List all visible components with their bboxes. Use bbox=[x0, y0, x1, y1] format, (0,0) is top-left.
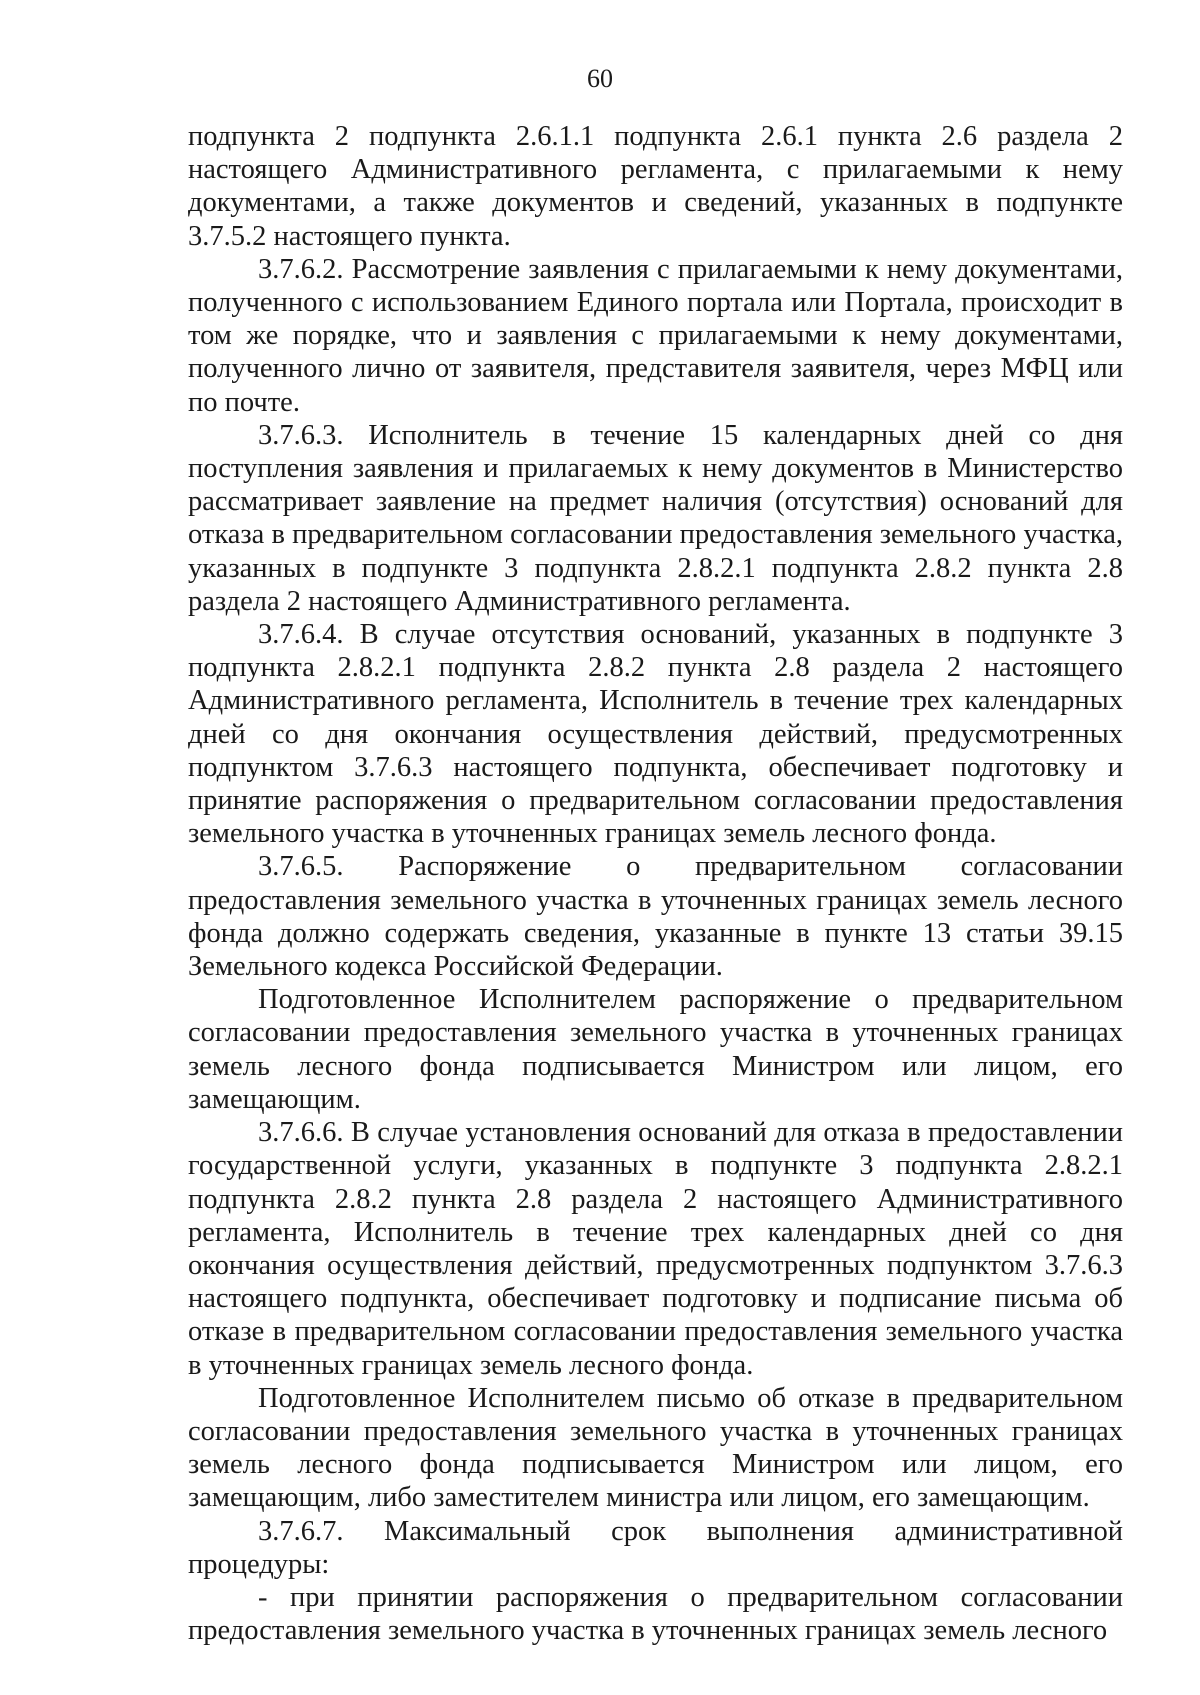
paragraph-order-signing: Подготовленное Исполнителем распоряжение о предварительном согласовании предоставления земельного участка в уточненных границах земель лесного фонда подписывается Министром или лицом, его замещающим. bbox=[188, 984, 1123, 1115]
paragraph-3-7-6-3: 3.7.6.3. Исполнитель в течение 15 календарных дней со дня поступления заявления и прилагаемых к нему документов в Министерство рассматривает заявление на предмет наличия (отсутствия) оснований для отказа в предварительном согласовании предоставления земельного участка, указанных в подпункте 3 подпункта 2.8.2.1 подпункта 2.8.2 пункта 2.8 раздела 2 настоящего Административного регламента. bbox=[188, 419, 1123, 617]
paragraph-3-7-6-4: 3.7.6.4. В случае отсутствия оснований, указанных в подпункте 3 подпункта 2.8.2.1 подпункта 2.8.2 пункта 2.8 раздела 2 настоящего Административного регламента, Исполнитель в течение трех календарных дней со дня окончания осуществления действий, предусмотренных подпунктом 3.7.6.3 настоящего подпункта, обеспечивает подготовку и принятие распоряжения о предварительном согласовании предоставления земельного участка в уточненных границах земель лесного фонда. bbox=[188, 619, 1123, 850]
page-number: 60 bbox=[587, 64, 613, 93]
paragraph-3-7-6-5: 3.7.6.5. Распоряжение о предварительном согласовании предоставления земельного участка в уточненных границах земель лесного фонда должно содержать сведения, указанные в пункте 13 статьи 39.15 Земельного кодекса Российской Федерации. bbox=[188, 851, 1123, 983]
document-body bbox=[188, 120, 1123, 1647]
paragraph-refusal-letter-signing: Подготовленное Исполнителем письмо об отказе в предварительном согласовании предоставления земельного участка в уточненных границах земель лесного фонда подписывается Министром или лицом, его замещающим, либо заместителем министра или лицом, его замещающим. bbox=[188, 1382, 1123, 1514]
paragraph-3-7-6-2: 3.7.6.2. Рассмотрение заявления с прилагаемыми к нему документами, полученного с использованием Единого портала или Портала, происходит в том же порядке, что и заявления с прилагаемыми к нему документами, полученного лично от заявителя, представителя заявителя, через МФЦ или по почте. bbox=[188, 253, 1123, 418]
paragraph-continuation: подпункта 2 подпункта 2.6.1.1 подпункта 2.6.1 пункта 2.6 раздела 2 настоящего Административного регламента, с прилагаемыми к нему документами, а также документов и сведений, указанных в подпункте 3.7.5.2 настоящего пункта. bbox=[188, 121, 1123, 252]
paragraph-list-item: - при принятии распоряжения о предварительном согласовании предоставления земельного участка в уточненных границах земель лесного bbox=[188, 1581, 1123, 1647]
paragraph-3-7-6-6: 3.7.6.6. В случае установления оснований для отказа в предоставлении государственной услуги, указанных в подпункте 3 подпункта 2.8.2.1 подпункта 2.8.2 пункта 2.8 раздела 2 настоящего Административного регламента, Исполнитель в течение трех календарных дней со дня окончания осуществления действий, предусмотренных подпунктом 3.7.6.3 настоящего подпункта, обеспечивает подготовку и подписание письма об отказе в предварительном согласовании предоставления земельного участка в уточненных границах земель лесного фонда. bbox=[188, 1117, 1123, 1381]
paragraph-3-7-6-7: 3.7.6.7. Максимальный срок выполнения административной процедуры: bbox=[188, 1515, 1123, 1580]
